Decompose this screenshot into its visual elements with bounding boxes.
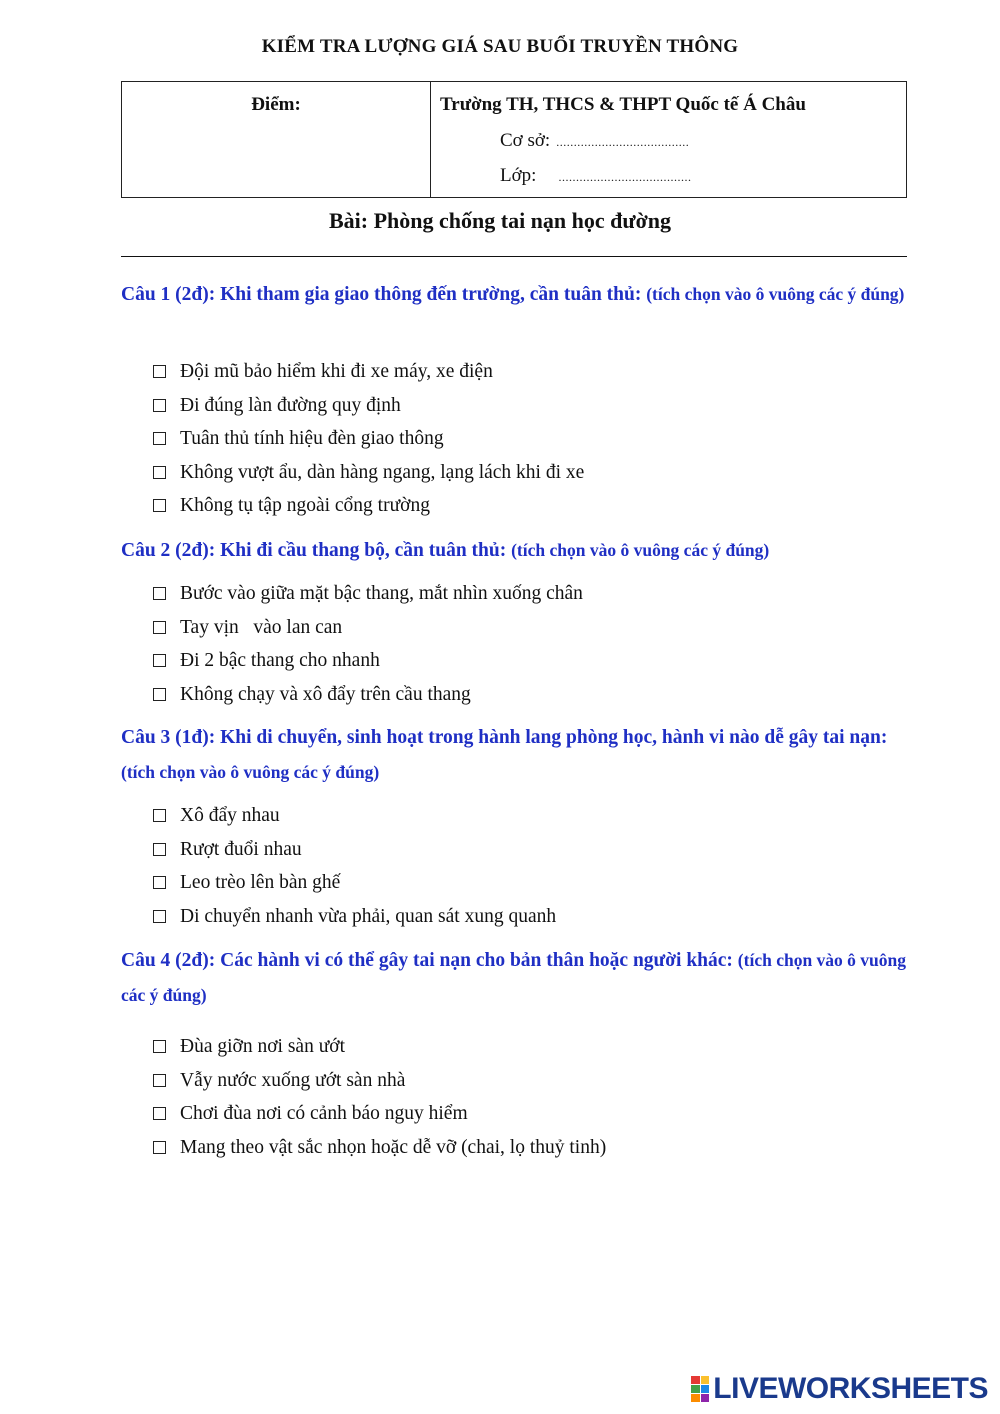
question-1-options: [153, 355, 584, 523]
class-label: Lớp:: [500, 165, 537, 186]
option-label: Vẫy nước xuống ướt sàn nhà: [180, 1069, 406, 1091]
option-q2-4: [153, 678, 583, 712]
logo-text: LIVEWORKSHEETS: [713, 1372, 988, 1405]
header-table: [121, 81, 907, 198]
checkbox[interactable]: [153, 843, 166, 856]
option-label: Đội mũ bảo hiểm khi đi xe máy, xe điện: [180, 361, 493, 382]
checkbox[interactable]: [153, 399, 166, 412]
liveworksheets-logo: [691, 1372, 988, 1406]
question-2-options: [153, 577, 583, 711]
title-divider: [121, 256, 907, 257]
option-label: Leo trèo lên bàn ghế: [180, 872, 341, 893]
page-title: KIỂM TRA LƯỢNG GIÁ SAU BUỔI TRUYỀN THÔNG: [261, 36, 739, 57]
option-q4-4: [153, 1131, 606, 1165]
mark-square: [691, 1385, 700, 1393]
option-label: Đi 2 bậc thang cho nhanh: [180, 650, 380, 671]
checkbox[interactable]: [153, 365, 166, 378]
question-3-hint: (tích chọn vào ô vuông các ý đúng): [121, 762, 380, 782]
score-cell: [122, 82, 431, 197]
option-label: Không tụ tập ngoài cổng trường: [180, 495, 430, 516]
option-label: Chơi đùa nơi có cảnh báo nguy hiểm: [180, 1103, 468, 1124]
option-q4-2: [153, 1064, 606, 1098]
checkbox[interactable]: [153, 466, 166, 479]
question-1-title: Câu 1 (2đ): Khi tham gia giao thông đến trường, cần tuân thủ:: [121, 284, 647, 305]
question-4-options: [153, 1030, 606, 1164]
option-label: Di chuyển nhanh vừa phải, quan sát xung quanh: [180, 905, 557, 927]
checkbox[interactable]: [153, 654, 166, 667]
option-q4-1: [153, 1030, 606, 1064]
mark-square: [701, 1376, 710, 1384]
option-q2-1: [153, 577, 583, 611]
checkbox[interactable]: [153, 688, 166, 701]
class-row: [500, 165, 691, 187]
mark-square: [701, 1394, 710, 1402]
option-label: Tuân thủ tính hiệu đèn giao thông: [180, 428, 444, 449]
checkbox[interactable]: [153, 432, 166, 445]
question-3-title: Câu 3 (1đ): Khi di chuyển, sinh hoạt trong hành lang phòng học, hành vi nào dễ gây tai nạn:: [121, 727, 888, 748]
option-label: Xô đẩy nhau: [180, 805, 280, 826]
checkbox[interactable]: [153, 1040, 166, 1053]
option-q3-2: [153, 833, 556, 867]
option-q2-2: [153, 611, 583, 645]
option-label: Bước vào giữa mặt bậc thang, mắt nhìn xuống chân: [180, 583, 583, 604]
checkbox[interactable]: [153, 876, 166, 889]
question-3: [121, 721, 921, 790]
option-label: Không chạy và xô đẩy trên cầu thang: [180, 683, 471, 705]
campus-label: Cơ sở:: [500, 130, 551, 151]
option-q2-3: [153, 644, 583, 678]
checkbox[interactable]: [153, 1141, 166, 1154]
checkbox[interactable]: [153, 587, 166, 600]
option-q3-1: [153, 799, 556, 833]
question-4-hint: (tích chọn vào ô vuông các ý đúng): [121, 950, 907, 1005]
question-2-title: Câu 2 (2đ): Khi đi cầu thang bộ, cần tuân thủ:: [121, 540, 512, 561]
checkbox[interactable]: [153, 1074, 166, 1087]
class-input[interactable]: ......................................: [558, 170, 692, 184]
checkbox[interactable]: [153, 809, 166, 822]
option-label: Tay vịn vào lan can: [180, 616, 343, 638]
option-q1-2: [153, 389, 584, 423]
school-cell: [431, 82, 906, 197]
option-q1-4: [153, 456, 584, 490]
question-4-title: Câu 4 (2đ): Các hành vi có thể gây tai nạn cho bản thân hoặc người khác:: [121, 950, 738, 971]
option-q1-3: [153, 422, 584, 456]
question-1-hint: (tích chọn vào ô vuông các ý đúng): [646, 284, 905, 304]
question-3-options: [153, 799, 556, 933]
question-1: [121, 277, 921, 312]
option-q3-4: [153, 900, 556, 934]
question-2-hint: (tích chọn vào ô vuông các ý đúng): [511, 540, 770, 560]
lesson-title: Bài: Phòng chống tai nạn học đường: [328, 208, 672, 233]
score-label: Điểm:: [251, 94, 301, 115]
mark-square: [691, 1376, 700, 1384]
checkbox[interactable]: [153, 499, 166, 512]
option-label: Không vượt ẩu, dàn hàng ngang, lạng lách khi đi xe: [180, 461, 585, 483]
option-label: Đùa giỡn nơi sàn ướt: [180, 1036, 345, 1057]
liveworksheets-mark-icon: [691, 1376, 709, 1402]
question-4: [121, 943, 921, 1013]
option-label: Rượt đuổi nhau: [180, 838, 302, 860]
option-q1-5: [153, 489, 584, 523]
option-label: Đi đúng làn đường quy định: [180, 394, 401, 416]
checkbox[interactable]: [153, 621, 166, 634]
option-label: Mang theo vật sắc nhọn hoặc dễ vỡ (chai, lọ thuỷ tinh): [180, 1136, 607, 1158]
mark-square: [701, 1385, 710, 1393]
mark-square: [691, 1394, 700, 1402]
checkbox[interactable]: [153, 1107, 166, 1120]
campus-input[interactable]: ......................................: [556, 135, 690, 149]
option-q3-3: [153, 866, 556, 900]
checkbox[interactable]: [153, 910, 166, 923]
option-q4-3: [153, 1097, 606, 1131]
question-2: [121, 533, 921, 568]
school-name: Trường TH, THCS & THPT Quốc tế Á Châu: [440, 94, 806, 115]
option-q1-1: [153, 355, 584, 389]
campus-row: [500, 130, 689, 152]
